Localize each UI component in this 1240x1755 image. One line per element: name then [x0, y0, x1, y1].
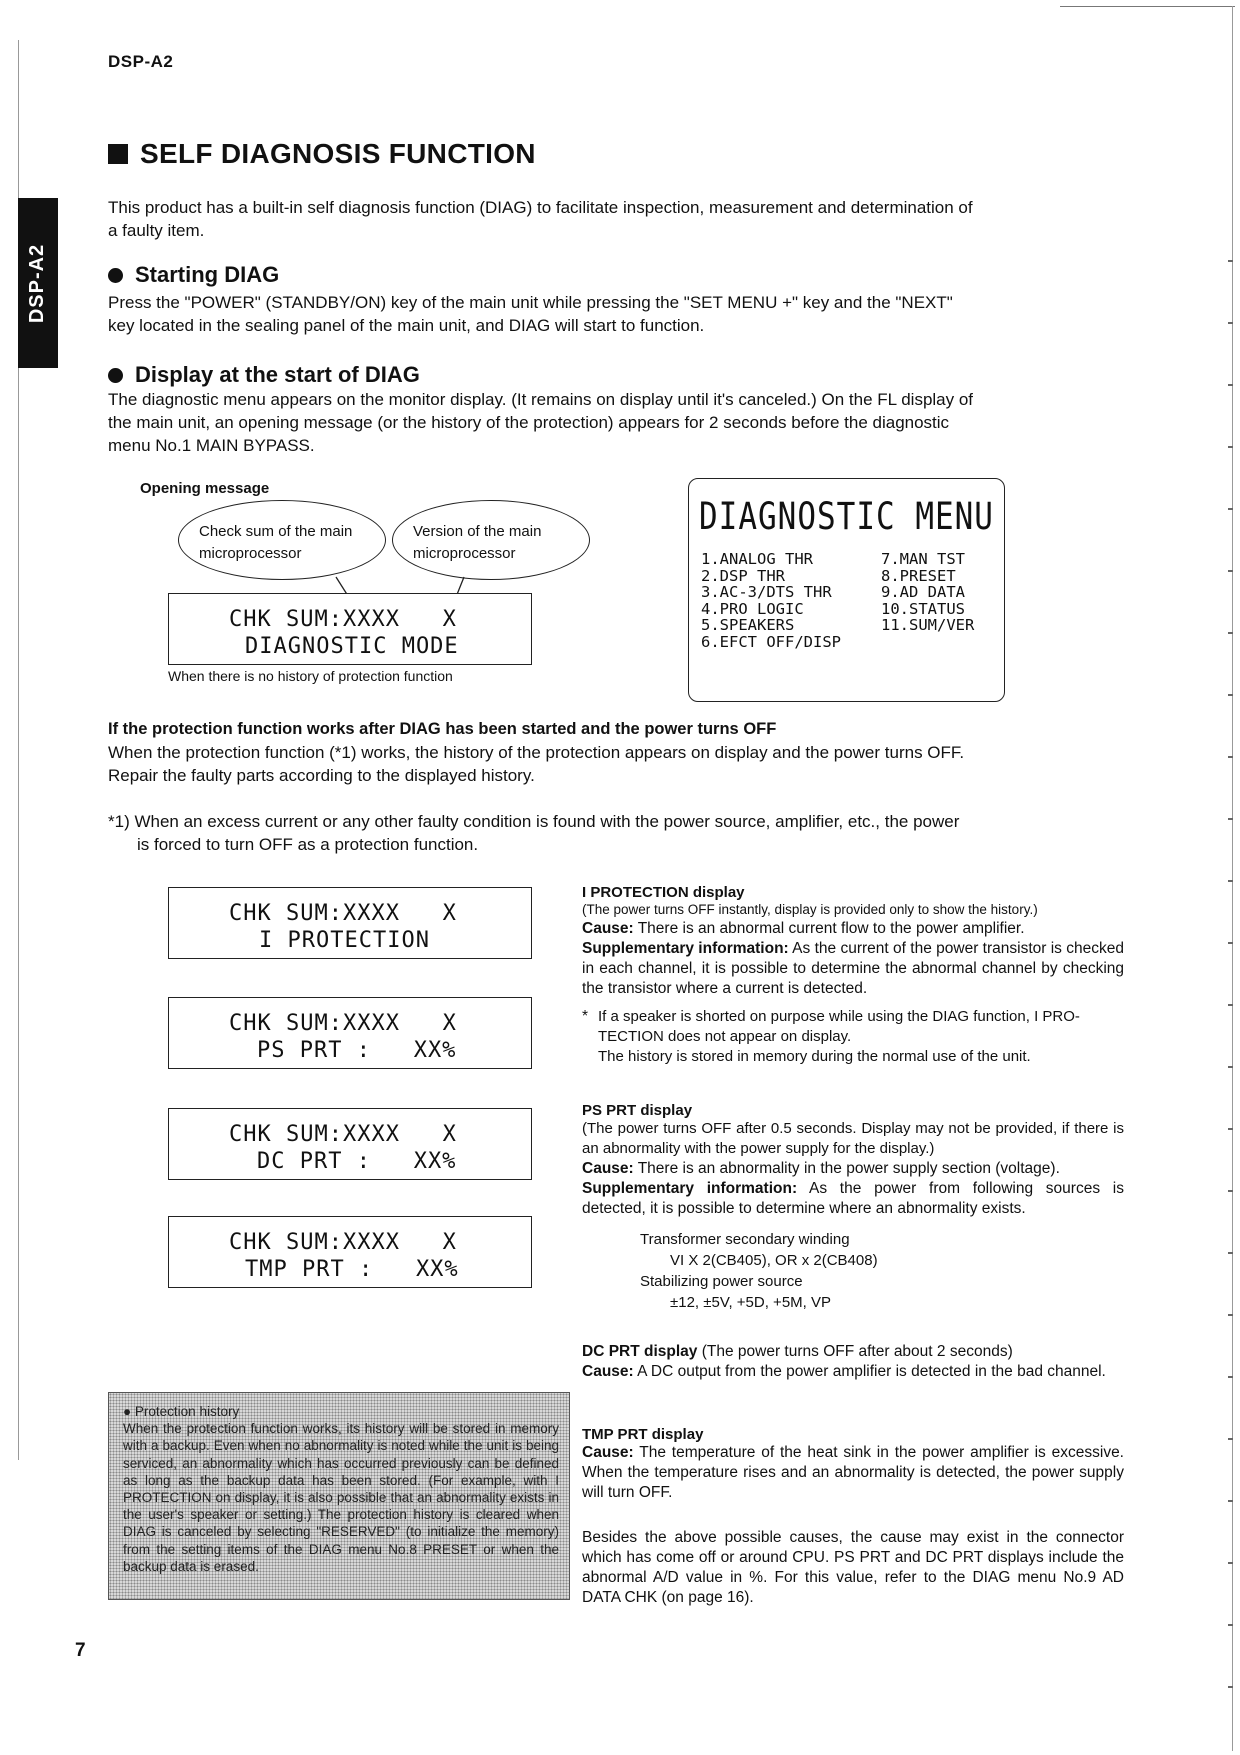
- block-note: (The power turns OFF after about 2 seconds): [697, 1343, 1013, 1360]
- section-title-text: SELF DIAGNOSIS FUNCTION: [140, 138, 536, 169]
- block-heading: DC PRT display: [582, 1343, 698, 1360]
- fl-line-2: TMP PRT : XX%: [245, 1257, 459, 1282]
- dc-prt-block: [582, 1342, 1124, 1382]
- protection-heading: If the protection function works after DIAG has been started and the power turns OFF: [108, 720, 777, 738]
- besides-text: Besides the above possible causes, the cause may exist in the connector which has come off or around CPU. PS PRT and DC PRT displays include the abnormal A/D value in %. For this value, refer to the DIAG menu No.9 AD DATA CHK (on page 16).: [582, 1529, 1124, 1606]
- display-start-line: the main unit, an opening message (or the history of the protection) appears for 2 seconds before the diagnostic: [108, 413, 950, 432]
- display-start-heading-text: Display at the start of DIAG: [135, 362, 420, 387]
- intro-line: a faulty item.: [108, 221, 205, 240]
- callout-line: Version of the main: [413, 523, 542, 540]
- fl-line-1: CHK SUM:XXXX X: [229, 1122, 457, 1147]
- starting-diag-heading: [108, 262, 279, 288]
- cause-text: The temperature of the heat sink in the power amplifier is excessive. When the temperature rises and an abnormality is detected, the power supply will turn OFF.: [582, 1444, 1124, 1501]
- cause-text: There is an abnormality in the power supply section (voltage).: [633, 1160, 1060, 1177]
- intro-line: This product has a built-in self diagnosis function (DIAG) to facilitate inspection, measurement and determination of: [108, 198, 973, 217]
- display-start-heading: [108, 362, 420, 388]
- menu-item: 11.SUM/VER: [881, 616, 975, 634]
- bullet-icon: [108, 268, 123, 283]
- bullet-icon: [108, 368, 123, 383]
- version-callout: [392, 500, 590, 580]
- opening-caption: When there is no history of protection function: [168, 668, 453, 684]
- source-line: Stabilizing power source: [640, 1273, 803, 1290]
- block-heading: I PROTECTION display: [582, 884, 745, 901]
- besides-block: [582, 1528, 1124, 1608]
- block-heading: TMP PRT display: [582, 1426, 704, 1443]
- fl-line-2: PS PRT : XX%: [257, 1038, 457, 1063]
- starting-diag-heading-text: Starting DIAG: [135, 262, 280, 287]
- history-text: When the protection function works, its history will be stored in memory with a backup. Even when no abnormality is noted while the unit is being serviced, an abnormality which has occurred previously can be defined as long as the backup data has been stored. (For example, with I PROTECTION on display, it is also possible that an abnormality exists in the user's speaker or setting.) The protection history is cleared when DIAG is canceled by selecting "RESERVED" (to initialize the memory) from the setting items of the DIAG menu No.8 PRESET or when the backup data is erased.: [123, 1421, 559, 1574]
- power-sources: [582, 1229, 1124, 1313]
- block-note: (The power turns OFF instantly, display is provided only to show the history.): [582, 902, 1038, 917]
- page-number: 7: [75, 1640, 86, 1661]
- fl-line-1: CHK SUM:XXXX X: [229, 607, 457, 632]
- right-edge-marks: [1228, 200, 1233, 1700]
- menu-left-column: [701, 551, 841, 650]
- tmp-prt-block: [582, 1426, 1124, 1503]
- history-heading: ● Protection history: [123, 1404, 240, 1419]
- star-line: The history is stored in memory during the normal use of the unit.: [598, 1048, 1031, 1065]
- square-bullet-icon: [108, 144, 128, 164]
- cause-label: Cause:: [582, 1363, 634, 1380]
- history-heading-text: Protection history: [134, 1404, 240, 1419]
- source-line: Transformer secondary winding: [640, 1231, 850, 1248]
- block-supplementary: [582, 1179, 1124, 1219]
- star-note: [582, 1007, 1124, 1067]
- fl-line-2: I PROTECTION: [259, 928, 430, 953]
- fl-line-1: CHK SUM:XXXX X: [229, 1230, 457, 1255]
- block-heading: PS PRT display: [582, 1102, 693, 1119]
- footnote-line: is forced to turn OFF as a protection function.: [137, 835, 479, 854]
- star-line: TECTION does not appear on display.: [598, 1028, 852, 1045]
- intro-paragraph: [108, 196, 1068, 242]
- cause-label: Cause:: [582, 1160, 634, 1177]
- footnote: [108, 810, 1068, 856]
- model-header: DSP-A2: [108, 52, 174, 71]
- source-line: ±12, ±5V, +5D, +5M, VP: [670, 1294, 832, 1311]
- callout-line: microprocessor: [413, 545, 516, 562]
- fl-line-1: CHK SUM:XXXX X: [229, 901, 457, 926]
- fl-display-i-protection: [168, 887, 532, 959]
- opening-message-label: Opening message: [140, 480, 270, 497]
- menu-item: 2.DSP THR: [701, 566, 785, 585]
- cause-label: Cause:: [582, 1444, 634, 1461]
- fl-display-tmp-prt: [168, 1216, 532, 1288]
- top-corner-rule: [1060, 6, 1235, 7]
- source-line: VI X 2(CB405), OR x 2(CB408): [670, 1252, 878, 1269]
- block-cause: [582, 1362, 1124, 1382]
- opening-fl-display: [168, 593, 532, 665]
- fl-line-1: CHK SUM:XXXX X: [229, 1011, 457, 1036]
- cause-text: There is an abnormal current flow to the power amplifier.: [633, 920, 1025, 937]
- checksum-callout: [178, 500, 386, 580]
- supp-text: As the current of the power transistor is checked in each channel, it is possible to determine the abnormal channel by checking the transistor where a current is detected.: [582, 940, 1124, 997]
- menu-item: 3.AC-3/DTS THR: [701, 583, 832, 601]
- diagnostic-menu-title: DIAGNOSTIC MENU: [699, 495, 994, 539]
- menu-item: 7.MAN TST: [881, 550, 965, 568]
- supp-label: Supplementary information:: [582, 940, 789, 957]
- cause-label: Cause:: [582, 920, 634, 937]
- fl-line-2: DC PRT : XX%: [257, 1149, 457, 1174]
- block-cause: [582, 1159, 1124, 1179]
- display-start-line: menu No.1 MAIN BYPASS.: [108, 436, 315, 455]
- supp-text: As the power from following sources is detected, it is possible to determine where an abnormality exists.: [582, 1180, 1124, 1217]
- menu-item: 9.AD DATA: [881, 583, 965, 601]
- starting-line: key located in the sealing panel of the main unit, and DIAG will start to function.: [108, 316, 705, 335]
- display-start-line: The diagnostic menu appears on the monitor display. (It remains on display until it's canceled.) On the FL display of: [108, 390, 974, 409]
- block-cause: [582, 1443, 1124, 1503]
- block-supplementary: [582, 939, 1124, 999]
- fl-display-dc-prt: [168, 1108, 532, 1180]
- menu-right-column: [881, 551, 974, 634]
- display-start-paragraph: [108, 388, 1068, 457]
- i-protection-block: [582, 884, 1124, 1067]
- supp-label: Supplementary information:: [582, 1180, 798, 1197]
- section-title: [108, 138, 536, 170]
- starting-diag-paragraph: [108, 291, 1068, 337]
- menu-item: 4.PRO LOGIC: [701, 599, 804, 618]
- fl-display-ps-prt: [168, 997, 532, 1069]
- cause-text: A DC output from the power amplifier is detected in the bad channel.: [633, 1363, 1106, 1380]
- footnote-line: *1) When an excess current or any other faulty condition is found with the power source, amplifier, etc., the power: [108, 812, 960, 831]
- protection-line: Repair the faulty parts according to the displayed history.: [108, 766, 535, 785]
- side-tab-label: DSP-A2: [26, 243, 49, 323]
- menu-item: 10.STATUS: [881, 599, 965, 618]
- menu-item: 5.SPEAKERS: [701, 616, 795, 634]
- menu-item: 6.EFCT OFF/DISP: [701, 632, 841, 651]
- block-heading-line: [582, 1342, 1124, 1362]
- block-note: (The power turns OFF after 0.5 seconds. Display may not be provided, if there is an abnormality with the power supply for the display.): [582, 1120, 1124, 1157]
- asterisk: *: [582, 1008, 589, 1025]
- block-cause: [582, 919, 1124, 939]
- ps-prt-block: [582, 1102, 1124, 1313]
- callout-line: Check sum of the main: [199, 523, 353, 540]
- star-line: If a speaker is shorted on purpose while using the DIAG function, I PRO-: [598, 1008, 1080, 1025]
- fl-line-2: DIAGNOSTIC MODE: [245, 634, 459, 659]
- protection-section: [108, 718, 1068, 787]
- side-tab: [18, 198, 58, 368]
- starting-line: Press the "POWER" (STANDBY/ON) key of the main unit while pressing the "SET MENU +" key and the "NEXT": [108, 293, 953, 312]
- menu-item: 1.ANALOG THR: [701, 550, 813, 568]
- callout-line: microprocessor: [199, 545, 302, 562]
- diagnostic-menu-screen: [688, 478, 1005, 702]
- protection-line: When the protection function (*1) works, the history of the protection appears on display and the power turns OFF.: [108, 743, 965, 762]
- protection-history-box: [108, 1392, 570, 1600]
- menu-item: 8.PRESET: [881, 566, 956, 585]
